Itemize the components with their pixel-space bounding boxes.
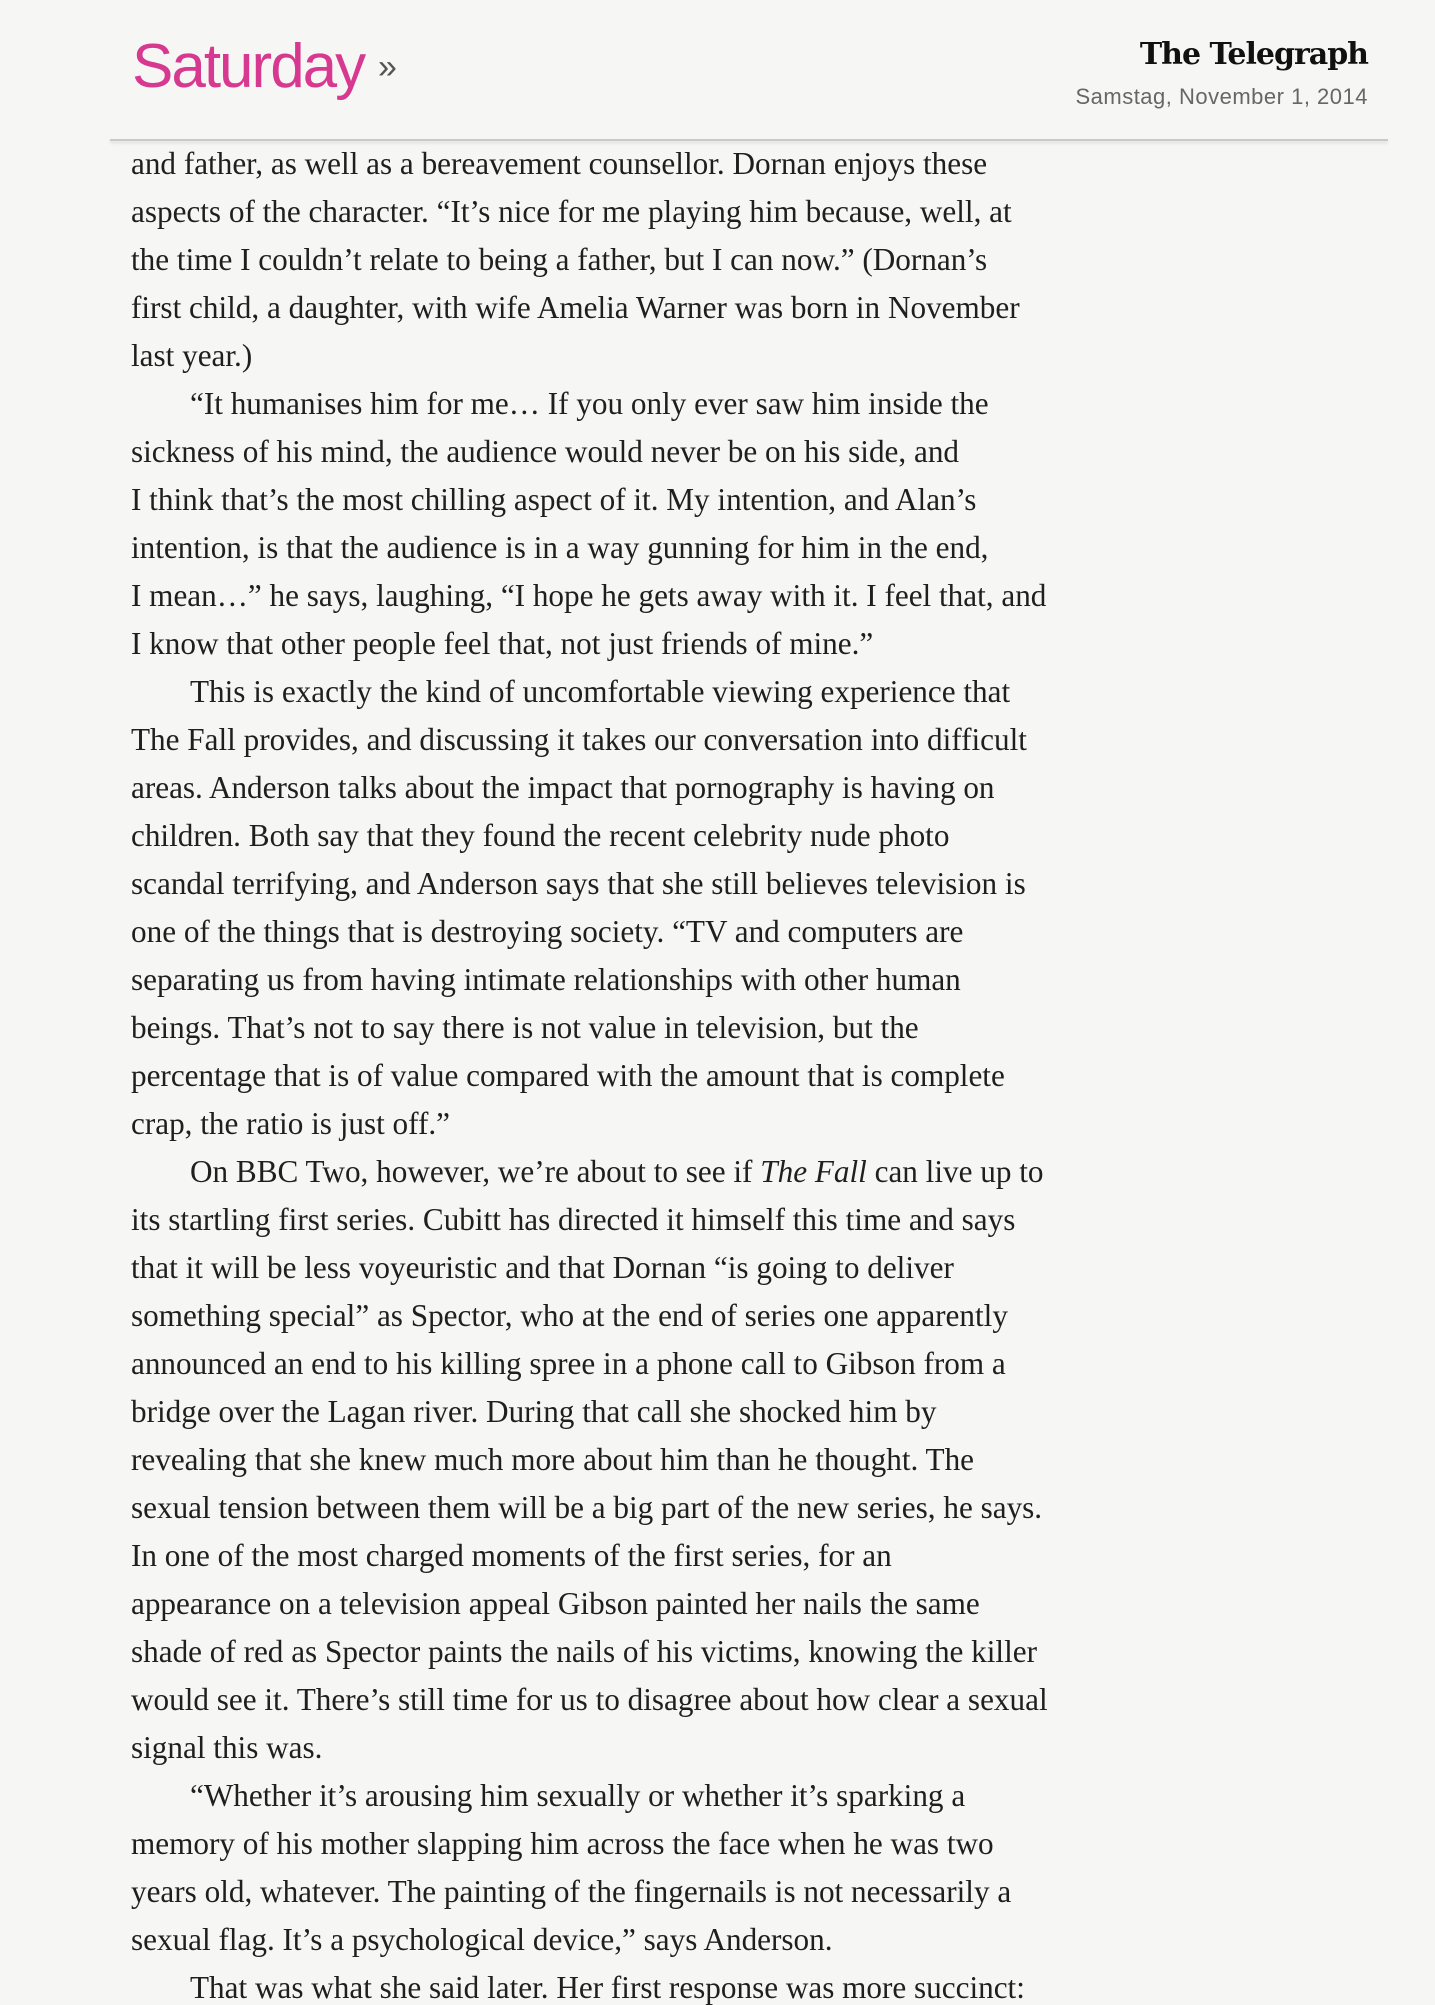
article-paragraph: “Whether it’s arousing him sexually or whether it’s sparking a memory of his mother slapping him across the face when he was two years old, whatever. The painting of the fingernails is not necessarily a sexual flag. It’s a psychological device,” says Anderson.	[131, 1778, 1012, 1957]
publication-logo: The Telegraph	[1139, 37, 1368, 72]
show-title: The Fall	[760, 1154, 867, 1189]
chevron-right-icon[interactable]: »	[378, 48, 397, 86]
issue-date: Samstag, November 1, 2014	[1075, 84, 1368, 109]
paragraph-text: can live up to its startling first series. Cubitt has directed it himself this time and says that it will be less voyeuristic and that Dornan “is going to deliver something special” as Spector, who at the end of series one apparently announced an end to his killing spree in a phone call to Gibson from a bridge over the Lagan river. During that call she shocked him by revealing that she knew much more about him than he thought. The sexual tension between them will be a big part of the new series, he says. In one of the most charged moments of the first series, for an appearance on a television appeal Gibson painted her nails the same shade of red as Spector paints the nails of his victims, knowing the killer would see it. There’s still time for us to disagree about how clear a sexual signal this was.	[131, 1154, 1048, 1765]
header-bar	[0, 0, 1435, 140]
article-paragraph: “It humanises him for me… If you only ever saw him inside the sickness of his mind, the audience would never be on his side, and I think that’s the most chilling aspect of it. My intention, and Alan’s intention, is that the audience is in a way gunning for him in the end, I mean…” he says, laughing, “I hope he gets away with it. I feel that, and I know that other people feel that, not just friends of mine.”	[131, 386, 1047, 661]
article-paragraph	[131, 1148, 1241, 1772]
article-paragraph: That was what she said later. Her first response was more succinct:	[190, 1970, 1025, 2005]
article-body[interactable]	[131, 140, 1241, 2005]
article-paragraph: This is exactly the kind of uncomfortable viewing experience that The Fall provides, and discussing it takes our conversation into difficult areas. Anderson talks about the impact that pornography is having on children. Both say that they found the recent celebrity nude photo scandal terrifying, and Anderson says that she still believes television is one of the things that is destroying society. “TV and computers are separating us from having intimate relationships with other human beings. That’s not to say there is not value in television, but the percentage that is of value compared with the amount that is complete crap, the ratio is just off.”	[131, 674, 1027, 1141]
paragraph-text: On BBC Two, however, we’re about to see if	[190, 1154, 761, 1189]
article-paragraph: and father, as well as a bereavement counsellor. Dornan enjoys these aspects of the character. “It’s nice for me playing him because, well, at the time I couldn’t relate to being a father, but I can now.” (Dornan’s first child, a daughter, with wife Amelia Warner was born in November last year.)	[131, 146, 1020, 373]
section-title[interactable]: Saturday	[132, 32, 365, 101]
